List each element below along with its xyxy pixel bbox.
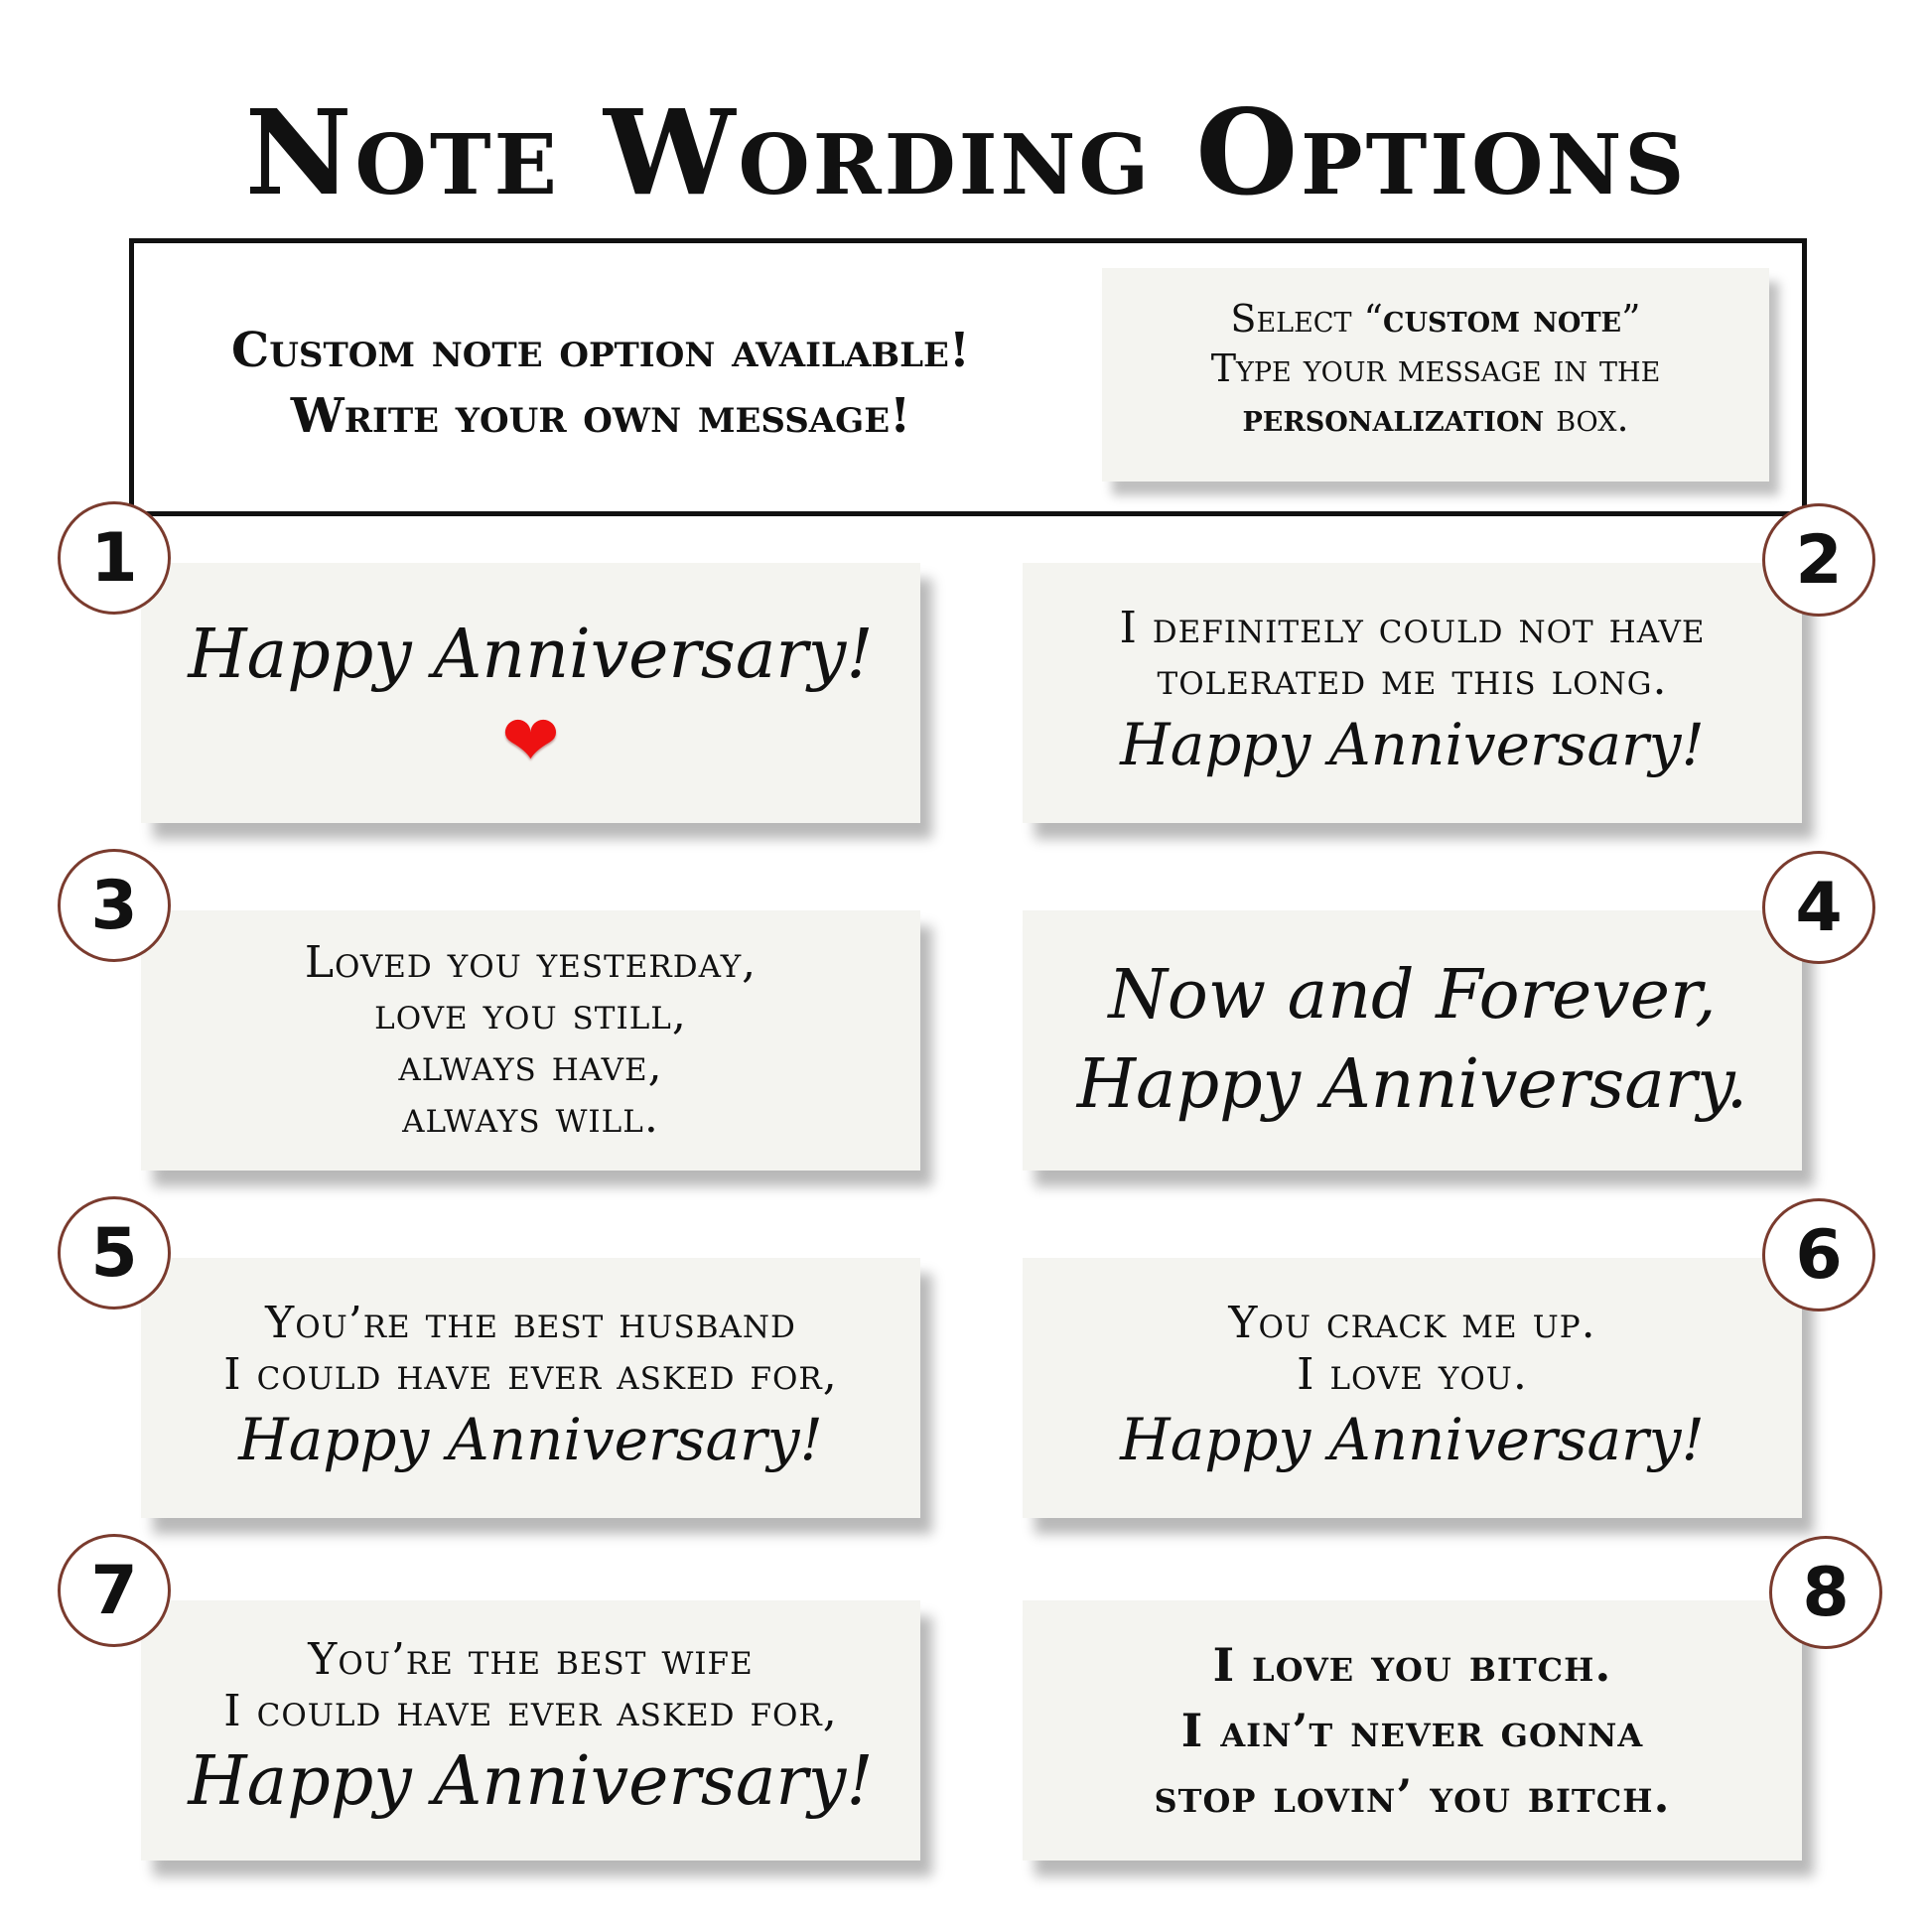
note-option-8	[1023, 1600, 1802, 1861]
note-8-line-2: I ain’t never gonna	[1180, 1704, 1644, 1757]
note-option-1	[141, 563, 920, 823]
note-option-3	[141, 910, 920, 1171]
option-number-badge-7: 7	[58, 1534, 171, 1647]
option-number-badge-3: 3	[58, 849, 171, 962]
note-2-line-3: Happy Anniversary!	[1120, 711, 1705, 778]
note-2-line-2: tolerated me this long.	[1157, 654, 1668, 705]
note-8-line-1: I love you bitch.	[1212, 1638, 1612, 1692]
note-5-line-1: You’re the best husband	[265, 1298, 796, 1348]
option-number-badge-2: 2	[1762, 503, 1875, 617]
note-6-line-3: Happy Anniversary!	[1120, 1406, 1705, 1473]
instruction-select-prefix: Select “	[1230, 297, 1383, 341]
custom-note-instructions-card	[1102, 268, 1769, 482]
custom-note-line-1: Custom note option available!	[231, 323, 970, 378]
note-8-line-3: stop lovin’ you bitch.	[1154, 1769, 1671, 1823]
option-number-badge-4: 4	[1762, 851, 1875, 964]
custom-note-line-2: Write your own message!	[290, 388, 911, 444]
note-5-line-2: I could have ever asked for,	[223, 1349, 838, 1400]
note-4-line-1: Now and Forever,	[1108, 956, 1717, 1035]
note-option-4	[1023, 910, 1802, 1171]
instruction-type-line: Type your message in the	[1210, 346, 1661, 390]
note-2-line-1: I definitely could not have	[1119, 603, 1706, 653]
note-4-line-2: Happy Anniversary.	[1076, 1045, 1748, 1124]
instruction-select-suffix: ”	[1621, 297, 1641, 341]
instruction-custom-note-label: custom note	[1382, 296, 1622, 341]
note-3-line-2: love you still,	[374, 989, 687, 1039]
instruction-box-line	[1102, 393, 1769, 443]
option-number-badge-8: 8	[1769, 1536, 1882, 1649]
note-3-line-4: always will.	[402, 1092, 659, 1143]
option-number-badge-5: 5	[58, 1196, 171, 1310]
note-3-line-1: Loved you yesterday,	[304, 937, 758, 988]
note-option-2	[1023, 563, 1802, 823]
note-option-7	[141, 1600, 920, 1861]
instruction-personalization-label: personalization	[1242, 395, 1545, 440]
heart-icon: ❤	[501, 700, 560, 781]
custom-note-panel	[129, 238, 1807, 516]
note-7-line-3: Happy Anniversary!	[188, 1742, 874, 1821]
note-option-5	[141, 1258, 920, 1518]
instruction-select-line	[1102, 294, 1769, 344]
note-5-line-3: Happy Anniversary!	[238, 1406, 823, 1473]
note-3-line-3: always have,	[398, 1040, 663, 1091]
option-number-badge-6: 6	[1762, 1198, 1875, 1311]
note-6-line-1: You crack me up.	[1228, 1298, 1596, 1348]
note-option-6	[1023, 1258, 1802, 1518]
note-6-line-2: I love you.	[1297, 1349, 1528, 1400]
note-7-line-1: You’re the best wife	[308, 1634, 754, 1685]
note-7-line-2: I could have ever asked for,	[223, 1686, 838, 1736]
note-1-line-1: Happy Anniversary!	[188, 616, 874, 694]
page-title: Note Wording Options	[244, 83, 1688, 221]
option-number-badge-1: 1	[58, 501, 171, 615]
instruction-box-suffix: box.	[1544, 396, 1629, 440]
custom-note-announcement	[174, 318, 1028, 449]
